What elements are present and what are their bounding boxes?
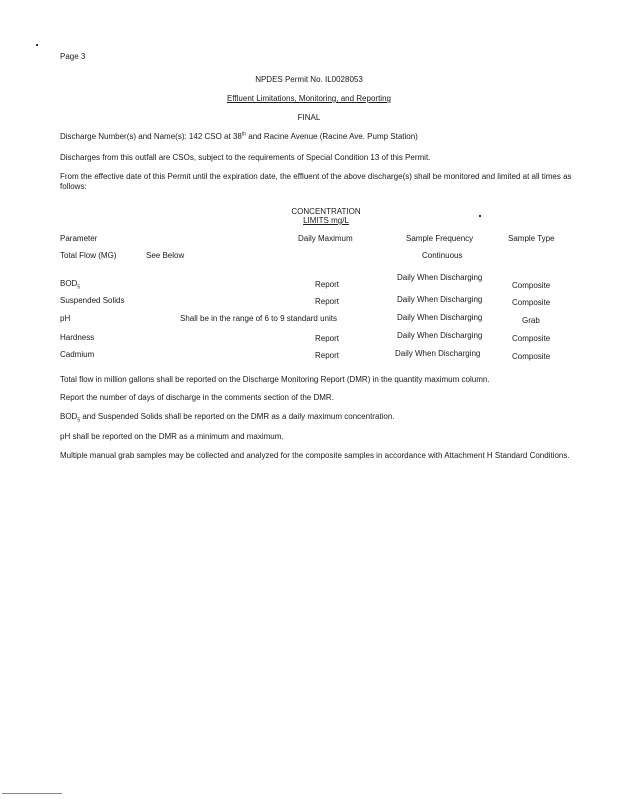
discharge-prefix: Discharge Number(s) and Name(s): 142 CSO at 38: [60, 132, 242, 141]
permit-title: NPDES Permit No. IL0028053: [255, 75, 363, 84]
row-note: See Below: [146, 251, 185, 260]
section-title-text: Effluent Limitations, Monitoring, and Reporting: [227, 94, 391, 103]
discharge-sup: th: [241, 131, 247, 138]
row-parameter: [60, 279, 80, 289]
row-parameter: pH: [60, 314, 71, 323]
row-value: Report: [315, 334, 340, 343]
row-frequency: Daily When Discharging: [397, 273, 483, 282]
concentration-label: CONCENTRATION: [291, 207, 361, 216]
row-note: Shall be in the range of 6 to 9 standard units: [180, 314, 337, 323]
row-parameter-text: BOD: [60, 279, 78, 288]
row-frequency: Daily When Discharging: [395, 349, 481, 358]
section-title: [0, 94, 618, 104]
note-ph: pH shall be reported on the DMR as a minimum and maximum.: [60, 432, 284, 441]
row-type: Composite: [512, 298, 551, 307]
scan-artifact: [2, 793, 62, 794]
row-frequency: Daily When Discharging: [397, 331, 483, 340]
limits-label-text: LIMITS mg/L: [303, 216, 349, 225]
discharge-line: [60, 132, 418, 142]
discharge-rest: and Racine Avenue (Racine Ave. Pump Station): [246, 132, 418, 141]
row-parameter-sub: 5: [77, 284, 81, 291]
scan-speck: [36, 44, 38, 46]
row-type: Composite: [512, 352, 551, 361]
row-value: Report: [315, 297, 340, 306]
note-total-flow: Total flow in million gallons shall be reported on the Discharge Monitoring Report (DMR) in the quantity maximum column.: [60, 375, 490, 384]
note-bod-sub: 5: [77, 417, 81, 424]
limits-label: [17, 216, 618, 226]
page-label: Page 3: [60, 52, 86, 61]
row-parameter: Cadmium: [60, 350, 95, 359]
cso-note: Discharges from this outfall are CSOs, subject to the requirements of Special Condition 13 of this Permit.: [60, 153, 431, 162]
row-type: Composite: [512, 281, 551, 290]
note-days-discharge: Report the number of days of discharge in the comments section of the DMR.: [60, 393, 334, 402]
row-frequency: Continuous: [422, 251, 463, 260]
col-daily-max: Daily Maximum: [298, 234, 353, 243]
note-grab-samples: Multiple manual grab samples may be collected and analyzed for the composite samples in accordance with Attachment H Standard Conditions.: [60, 451, 570, 460]
col-frequency: Sample Frequency: [406, 234, 474, 243]
note-bod-rest: and Suspended Solids shall be reported on the DMR as a daily maximum concentration.: [80, 412, 395, 421]
row-parameter: Hardness: [60, 333, 95, 342]
row-parameter: Total Flow (MG): [60, 251, 117, 260]
row-type: Composite: [512, 334, 551, 343]
row-parameter: Suspended Solids: [60, 296, 125, 305]
col-parameter: Parameter: [60, 234, 98, 243]
row-type: Grab: [522, 316, 540, 325]
row-frequency: Daily When Discharging: [397, 295, 483, 304]
effective-note: From the effective date of this Permit until the expiration date, the effluent of the above discharge(s) shall be monitored and limited at all times as follows:: [60, 172, 572, 191]
note-bod-text: BOD: [60, 412, 78, 421]
row-frequency: Daily When Discharging: [397, 313, 483, 322]
row-value: Report: [315, 351, 340, 360]
note-bod-ss: [60, 412, 570, 422]
status-label: FINAL: [297, 113, 321, 122]
col-type: Sample Type: [508, 234, 555, 243]
row-value: Report: [315, 280, 340, 289]
